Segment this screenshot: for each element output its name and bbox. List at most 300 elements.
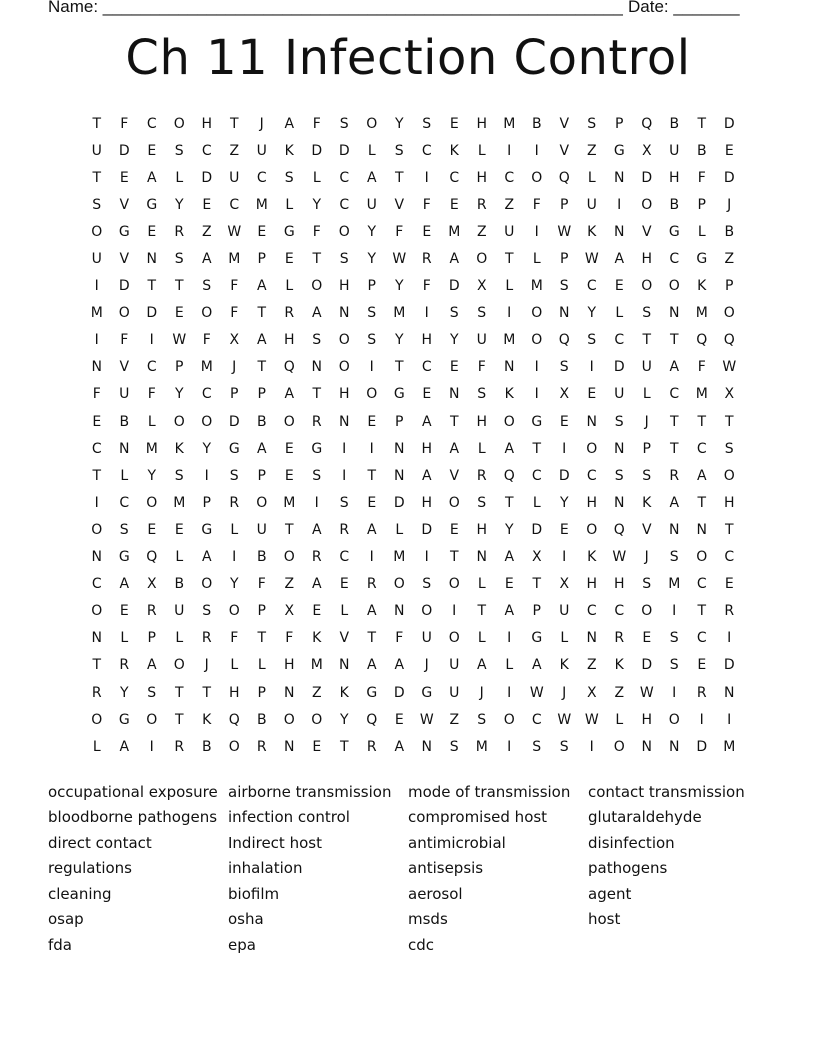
grid-letter: M <box>200 359 213 376</box>
grid-letter: P <box>532 603 541 620</box>
grid-letter: D <box>723 169 735 186</box>
date-field-label: Date: _______ <box>628 0 740 16</box>
grid-letter: X <box>284 603 295 620</box>
grid-letter: L <box>505 278 514 295</box>
grid-letter: Z <box>229 142 240 159</box>
grid-letter: A <box>366 169 377 186</box>
grid-letter: C <box>504 169 515 186</box>
grid-row <box>83 137 743 164</box>
grid-letter: N <box>449 386 460 403</box>
grid-letter: C <box>229 196 240 213</box>
grid-letter: L <box>395 521 404 538</box>
grid-row <box>83 300 743 327</box>
grid-letter: I <box>424 549 429 566</box>
grid-letter: J <box>204 657 209 674</box>
grid-letter: L <box>505 657 514 674</box>
grid-letter: O <box>91 223 103 240</box>
grid-letter: A <box>531 657 542 674</box>
grid-letter: E <box>449 359 459 376</box>
grid-letter: I <box>369 549 374 566</box>
grid-letter: F <box>395 223 404 240</box>
page-title: Ch 11 Infection Control <box>125 30 691 86</box>
word-bank-item: agent <box>588 884 632 903</box>
grid-letter: T <box>532 440 542 457</box>
grid-letter: L <box>532 251 541 268</box>
grid-letter: L <box>587 169 596 186</box>
grid-row <box>83 381 743 408</box>
header <box>48 0 748 21</box>
grid-letter: U <box>229 169 240 186</box>
grid-letter: R <box>91 684 102 701</box>
grid-letter: S <box>367 332 377 349</box>
grid-letter: L <box>147 413 156 430</box>
grid-letter: I <box>424 169 429 186</box>
grid-letter: S <box>669 630 679 647</box>
grid-letter: U <box>586 196 597 213</box>
grid-letter: O <box>146 711 158 728</box>
grid-letter: D <box>723 657 735 674</box>
grid-letter: N <box>339 413 350 430</box>
grid-letter: S <box>422 115 432 132</box>
grid-letter: L <box>175 169 184 186</box>
grid-letter: P <box>560 251 569 268</box>
grid-letter: W <box>172 332 187 349</box>
grid-letter: U <box>476 332 487 349</box>
grid-letter: B <box>256 413 267 430</box>
word-bank-item: direct contact <box>48 833 152 852</box>
grid-letter: C <box>669 251 680 268</box>
grid-letter: D <box>393 494 405 511</box>
grid-letter: N <box>669 521 680 538</box>
word-bank-item: cleaning <box>48 884 112 903</box>
word-bank-row <box>48 779 768 805</box>
grid-letter: E <box>559 413 569 430</box>
grid-letter: N <box>394 440 405 457</box>
grid-letter: A <box>504 549 515 566</box>
grid-letter: C <box>119 494 130 511</box>
grid-letter: N <box>696 521 707 538</box>
grid-letter: Y <box>394 278 404 295</box>
grid-letter: E <box>119 169 129 186</box>
grid-letter: C <box>91 576 102 593</box>
grid-letter: E <box>174 305 184 322</box>
grid-letter: H <box>421 440 433 457</box>
grid-letter: U <box>256 521 267 538</box>
grid-letter: H <box>228 684 240 701</box>
grid-letter: I <box>369 440 374 457</box>
grid-letter: W <box>584 251 599 268</box>
word-bank-item: bloodborne pathogens <box>48 808 218 827</box>
grid-letter: Z <box>586 657 597 674</box>
grid-letter: E <box>367 494 377 511</box>
grid-letter: X <box>146 576 157 593</box>
grid-letter: V <box>394 196 405 213</box>
grid-letter: N <box>641 738 652 755</box>
grid-letter: N <box>91 630 102 647</box>
grid-letter: I <box>589 359 594 376</box>
grid-letter: F <box>312 115 321 132</box>
grid-letter: V <box>119 359 130 376</box>
word-bank-row <box>48 907 768 933</box>
grid-letter: E <box>312 603 322 620</box>
grid-letter: J <box>232 359 237 376</box>
grid-letter: M <box>228 251 241 268</box>
grid-letter: T <box>724 521 734 538</box>
grid-letter: M <box>283 494 296 511</box>
grid-letter: A <box>284 115 295 132</box>
word-bank-item: antisepsis <box>408 859 484 878</box>
grid-letter: P <box>257 386 266 403</box>
grid-letter: W <box>612 549 627 566</box>
grid-letter: G <box>283 223 295 240</box>
grid-letter: S <box>669 549 679 566</box>
grid-letter: C <box>586 467 597 484</box>
grid-letter: A <box>669 359 680 376</box>
grid-letter: F <box>395 630 404 647</box>
grid-letter: C <box>614 332 625 349</box>
grid-letter: O <box>421 603 433 620</box>
grid-letter: C <box>339 549 350 566</box>
grid-letter: F <box>120 332 129 349</box>
grid-letter: T <box>312 386 322 403</box>
grid-letter: D <box>641 657 653 674</box>
grid-letter: A <box>614 251 625 268</box>
grid-letter: I <box>534 142 539 159</box>
grid-letter: V <box>559 115 570 132</box>
grid-letter: N <box>586 630 597 647</box>
grid-letter: Y <box>367 251 377 268</box>
grid-letter: T <box>174 684 184 701</box>
grid-letter: D <box>613 359 625 376</box>
grid-letter: T <box>724 413 734 430</box>
grid-letter: P <box>395 413 404 430</box>
grid-letter: F <box>285 630 294 647</box>
grid-letter: D <box>641 169 653 186</box>
grid-letter: O <box>723 467 735 484</box>
grid-letter: X <box>476 278 487 295</box>
grid-letter: Q <box>283 359 295 376</box>
grid-letter: S <box>449 305 459 322</box>
grid-letter: L <box>340 603 349 620</box>
grid-letter: L <box>230 521 239 538</box>
grid-letter: M <box>448 223 461 240</box>
grid-letter: G <box>118 549 130 566</box>
grid-letter: O <box>311 711 323 728</box>
grid-letter: N <box>394 603 405 620</box>
grid-letter: H <box>641 251 653 268</box>
grid-letter: A <box>146 169 157 186</box>
grid-letter: G <box>201 521 213 538</box>
grid-letter: D <box>338 142 350 159</box>
grid-letter: R <box>256 738 267 755</box>
grid-letter: J <box>644 413 649 430</box>
word-search-grid <box>83 110 743 762</box>
word-bank-item: disinfection <box>588 833 675 852</box>
grid-letter: L <box>120 630 129 647</box>
grid-letter: C <box>146 359 157 376</box>
grid-letter: O <box>586 521 598 538</box>
grid-row <box>83 273 743 300</box>
grid-letter: U <box>91 142 102 159</box>
grid-letter: N <box>119 440 130 457</box>
grid-letter: J <box>727 196 732 213</box>
grid-letter: U <box>256 142 267 159</box>
grid-letter: S <box>119 521 129 538</box>
grid-letter: U <box>449 684 460 701</box>
grid-letter: L <box>615 711 624 728</box>
grid-row <box>83 679 743 706</box>
grid-letter: N <box>339 305 350 322</box>
grid-letter: S <box>477 711 487 728</box>
grid-letter: Y <box>229 576 239 593</box>
grid-letter: E <box>367 413 377 430</box>
grid-letter: E <box>449 521 459 538</box>
grid-letter: S <box>477 305 487 322</box>
grid-letter: S <box>587 115 597 132</box>
grid-letter: T <box>697 115 707 132</box>
grid-letter: H <box>586 494 598 511</box>
grid-letter: S <box>477 494 487 511</box>
grid-letter: N <box>91 359 102 376</box>
grid-letter: B <box>669 115 680 132</box>
grid-row <box>83 435 743 462</box>
grid-letter: N <box>586 413 597 430</box>
grid-letter: L <box>532 494 541 511</box>
grid-letter: E <box>284 251 294 268</box>
grid-row <box>83 652 743 679</box>
grid-letter: W <box>227 223 242 240</box>
grid-row <box>83 733 743 760</box>
grid-letter: U <box>614 386 625 403</box>
grid-letter: A <box>146 657 157 674</box>
grid-letter: E <box>147 142 157 159</box>
grid-letter: O <box>91 521 103 538</box>
grid-letter: P <box>202 494 211 511</box>
grid-letter: C <box>449 169 460 186</box>
grid-row <box>83 625 743 652</box>
grid-letter: I <box>727 711 732 728</box>
grid-letter: G <box>531 413 543 430</box>
grid-letter: T <box>367 630 377 647</box>
grid-letter: S <box>642 467 652 484</box>
grid-letter: L <box>285 196 294 213</box>
word-bank-item: infection control <box>228 808 350 827</box>
grid-letter: A <box>311 576 322 593</box>
grid-letter: I <box>424 305 429 322</box>
grid-letter: T <box>257 630 267 647</box>
grid-letter: X <box>641 142 652 159</box>
grid-letter: N <box>614 169 625 186</box>
grid-letter: Y <box>394 115 404 132</box>
grid-letter: M <box>393 549 406 566</box>
grid-letter: L <box>285 278 294 295</box>
grid-letter: U <box>366 196 377 213</box>
grid-letter: F <box>697 359 706 376</box>
grid-row <box>83 110 743 137</box>
word-bank-item: osap <box>48 910 84 929</box>
grid-letter: O <box>228 603 240 620</box>
grid-letter: M <box>695 305 708 322</box>
grid-letter: C <box>696 576 707 593</box>
grid-letter: M <box>173 494 186 511</box>
grid-letter: R <box>146 603 157 620</box>
grid-letter: A <box>256 278 267 295</box>
grid-letter: H <box>283 332 295 349</box>
grid-letter: X <box>724 386 735 403</box>
grid-letter: T <box>669 413 679 430</box>
grid-letter: I <box>204 467 209 484</box>
grid-letter: P <box>367 278 376 295</box>
grid-letter: I <box>562 549 567 566</box>
grid-letter: E <box>614 278 624 295</box>
grid-letter: N <box>504 359 515 376</box>
grid-letter: D <box>448 278 460 295</box>
grid-letter: U <box>641 359 652 376</box>
grid-letter: K <box>614 657 624 674</box>
grid-letter: R <box>366 576 377 593</box>
name-field-label: Name: _______________________________________________________ <box>48 0 623 16</box>
grid-letter: K <box>504 386 514 403</box>
grid-letter: L <box>257 657 266 674</box>
grid-letter: R <box>696 684 707 701</box>
grid-letter: S <box>312 332 322 349</box>
grid-letter: A <box>366 603 377 620</box>
grid-letter: Y <box>587 305 597 322</box>
grid-letter: O <box>476 251 488 268</box>
grid-letter: S <box>174 467 184 484</box>
grid-letter: B <box>256 549 267 566</box>
grid-letter: C <box>256 169 267 186</box>
grid-letter: P <box>642 440 651 457</box>
grid-letter: F <box>697 169 706 186</box>
grid-letter: Y <box>119 684 129 701</box>
grid-letter: I <box>369 359 374 376</box>
grid-letter: Q <box>366 711 378 728</box>
grid-letter: Q <box>613 521 625 538</box>
grid-letter: O <box>723 305 735 322</box>
grid-letter: V <box>119 196 130 213</box>
grid-letter: Q <box>503 467 515 484</box>
grid-letter: B <box>201 738 212 755</box>
word-bank-item: contact transmission <box>588 782 745 801</box>
grid-letter: I <box>534 386 539 403</box>
grid-letter: M <box>90 305 103 322</box>
word-bank-item: epa <box>228 935 256 954</box>
grid-letter: T <box>92 169 102 186</box>
grid-letter: B <box>724 223 735 240</box>
grid-letter: J <box>562 684 567 701</box>
grid-letter: W <box>529 684 544 701</box>
grid-letter: G <box>118 711 130 728</box>
grid-letter: A <box>256 440 267 457</box>
grid-letter: S <box>92 196 102 213</box>
grid-letter: G <box>146 196 158 213</box>
grid-letter: L <box>175 549 184 566</box>
grid-letter: S <box>202 603 212 620</box>
grid-letter: E <box>92 413 102 430</box>
grid-letter: P <box>230 386 239 403</box>
grid-letter: C <box>669 386 680 403</box>
word-bank-item: mode of transmission <box>408 782 571 801</box>
grid-letter: R <box>174 738 185 755</box>
grid-row <box>83 164 743 191</box>
grid-letter: S <box>339 494 349 511</box>
grid-letter: A <box>696 467 707 484</box>
grid-letter: T <box>147 278 157 295</box>
grid-letter: A <box>366 657 377 674</box>
grid-letter: O <box>503 413 515 430</box>
grid-row <box>83 516 743 543</box>
grid-letter: I <box>314 494 319 511</box>
grid-letter: U <box>669 142 680 159</box>
grid-letter: O <box>641 603 653 620</box>
grid-letter: R <box>614 630 625 647</box>
grid-letter: D <box>531 521 543 538</box>
grid-letter: M <box>145 440 158 457</box>
grid-letter: B <box>256 711 267 728</box>
grid-letter: K <box>202 711 212 728</box>
grid-letter: I <box>94 278 99 295</box>
grid-letter: Z <box>586 142 597 159</box>
grid-letter: E <box>147 223 157 240</box>
grid-letter: I <box>727 630 732 647</box>
grid-letter: I <box>452 603 457 620</box>
grid-letter: Z <box>449 711 460 728</box>
grid-letter: I <box>342 467 347 484</box>
grid-letter: O <box>448 576 460 593</box>
grid-letter: S <box>559 738 569 755</box>
grid-letter: G <box>421 684 433 701</box>
grid-letter: P <box>147 630 156 647</box>
word-bank-item: regulations <box>48 859 133 878</box>
grid-letter: B <box>174 576 185 593</box>
grid-letter: O <box>283 711 295 728</box>
grid-letter: K <box>587 549 597 566</box>
grid-letter: F <box>230 630 239 647</box>
grid-letter: T <box>92 115 102 132</box>
grid-letter: V <box>641 521 652 538</box>
grid-letter: P <box>560 196 569 213</box>
grid-letter: E <box>449 115 459 132</box>
grid-letter: E <box>147 521 157 538</box>
grid-letter: S <box>532 738 542 755</box>
grid-letter: E <box>202 196 212 213</box>
word-bank-item: glutaraldehyde <box>588 808 702 827</box>
grid-letter: I <box>534 359 539 376</box>
grid-letter: D <box>146 305 158 322</box>
grid-letter: A <box>476 657 487 674</box>
grid-letter: L <box>477 576 486 593</box>
grid-letter: S <box>724 440 734 457</box>
grid-letter: F <box>147 386 156 403</box>
grid-letter: G <box>311 440 323 457</box>
word-bank-item: fda <box>48 935 72 954</box>
grid-letter: C <box>586 278 597 295</box>
grid-letter: X <box>586 684 597 701</box>
grid-letter: K <box>449 142 459 159</box>
word-bank-item: antimicrobial <box>408 833 506 852</box>
grid-letter: C <box>146 115 157 132</box>
grid-letter: H <box>476 521 488 538</box>
grid-letter: O <box>201 413 213 430</box>
grid-letter: O <box>283 549 295 566</box>
grid-letter: E <box>422 223 432 240</box>
grid-letter: T <box>394 359 404 376</box>
grid-letter: G <box>228 440 240 457</box>
grid-letter: N <box>394 467 405 484</box>
grid-letter: M <box>393 305 406 322</box>
grid-letter: I <box>149 738 154 755</box>
